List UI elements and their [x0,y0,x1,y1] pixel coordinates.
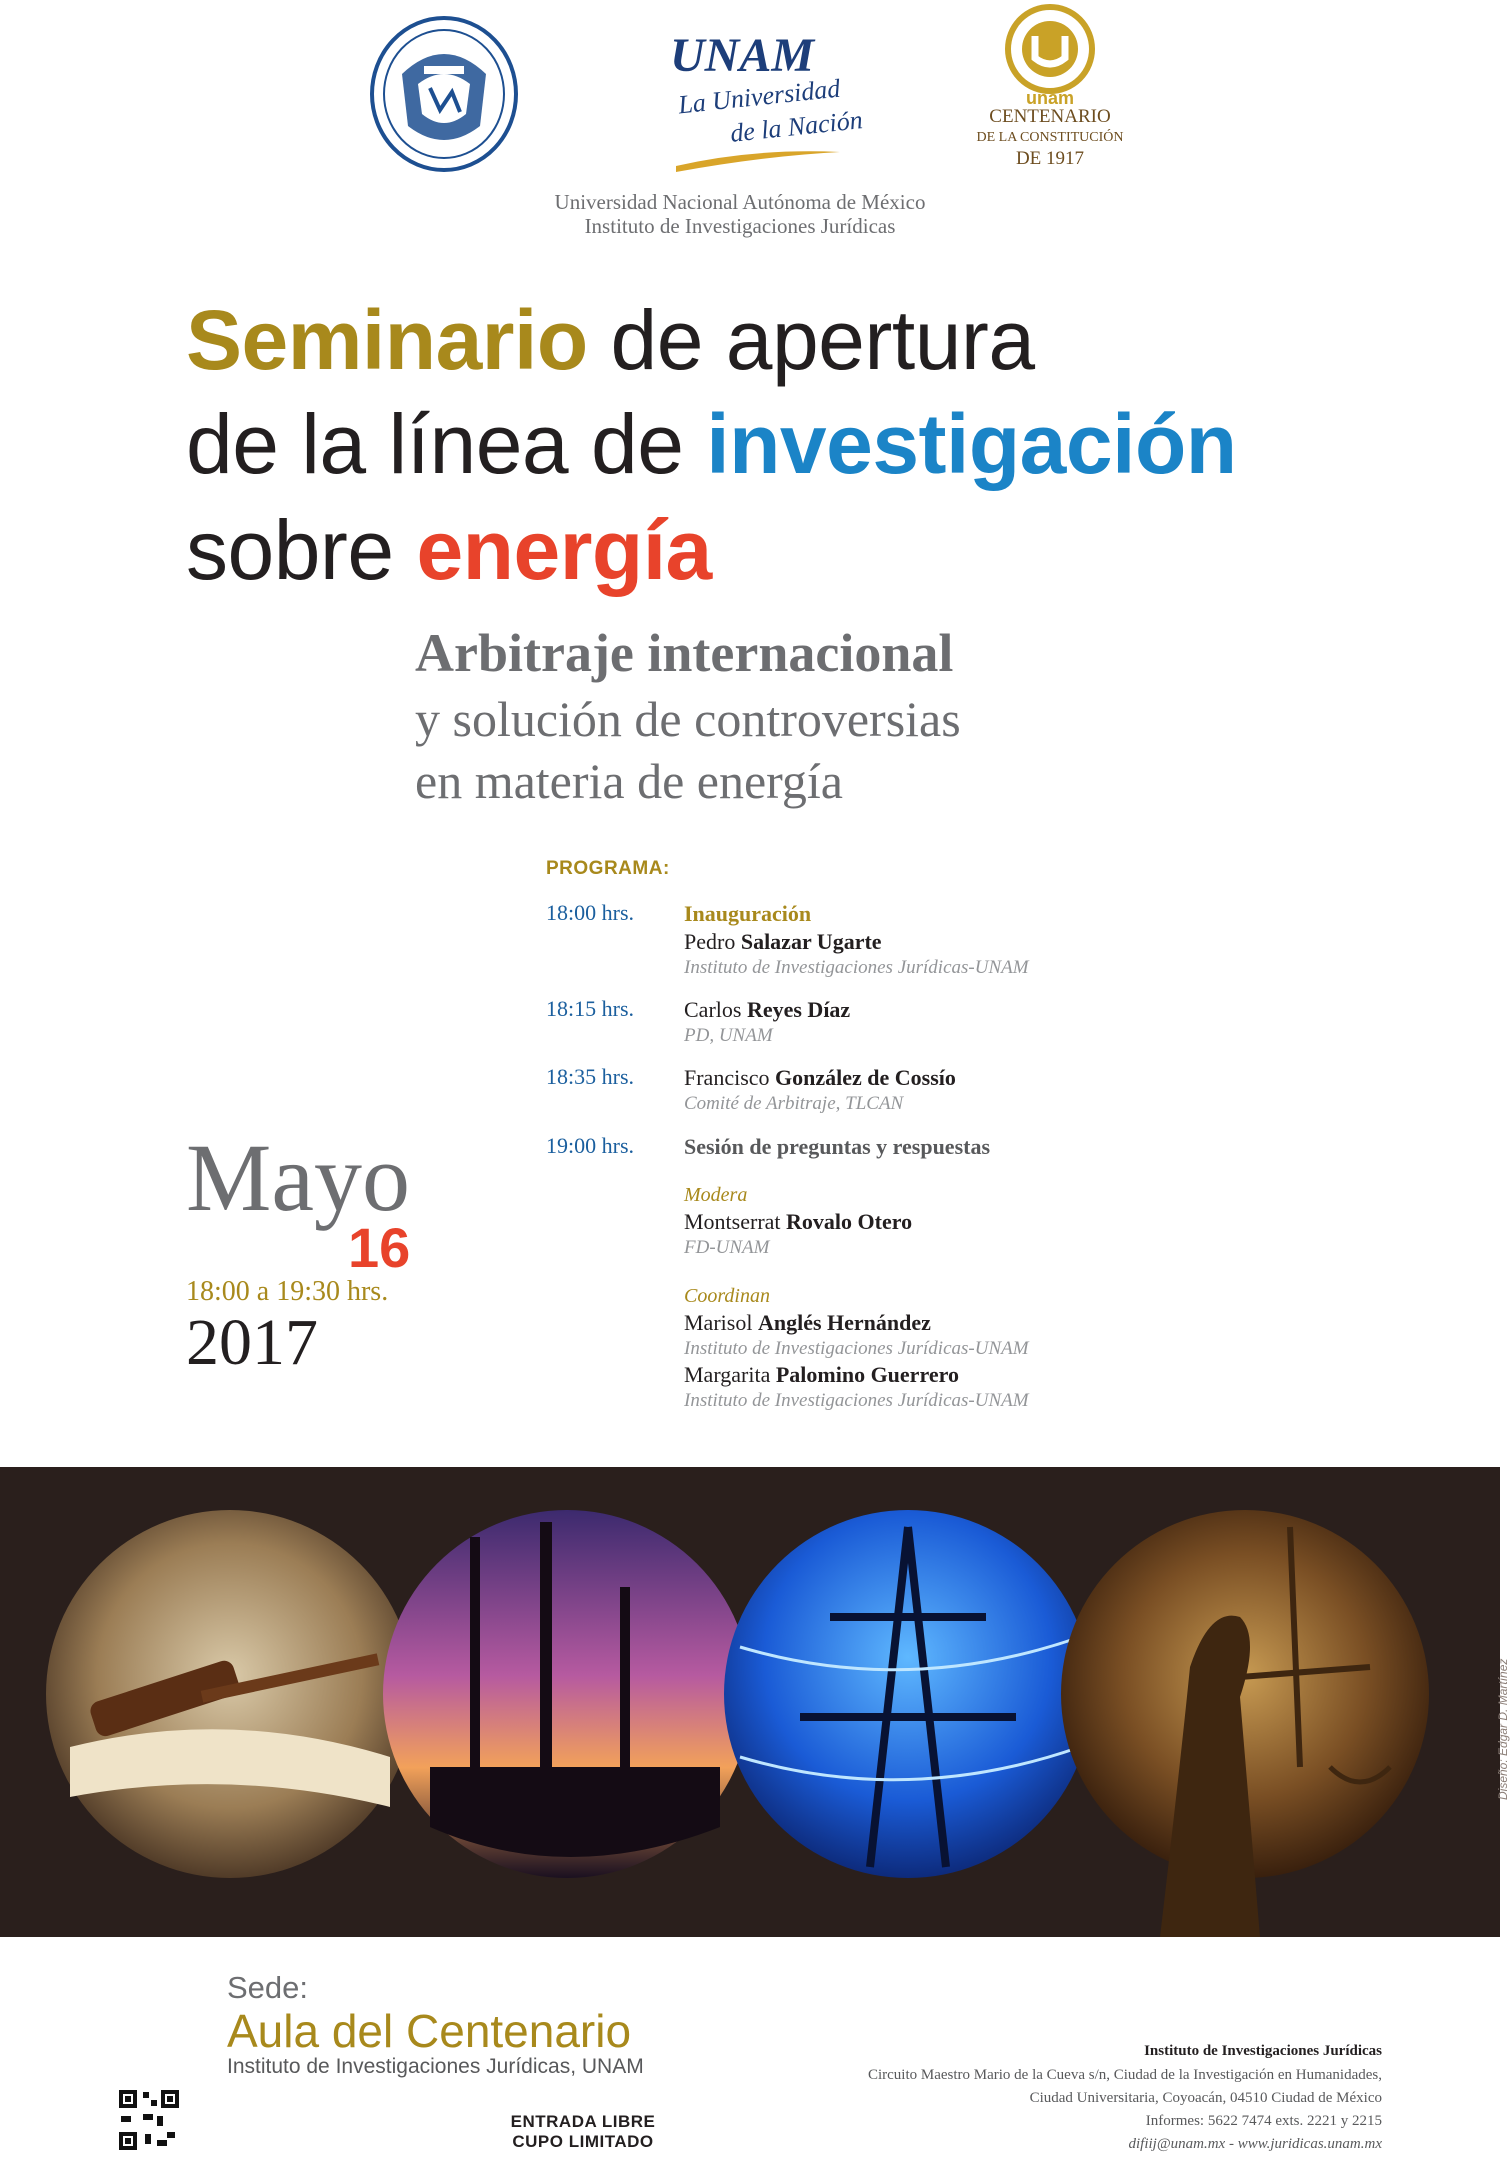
speaker-affiliation: PD, UNAM [684,1025,773,1046]
coordinator-first-name: Margarita [684,1362,776,1387]
subtitle-line-3: en materia de energía [415,753,844,809]
subtitle-line-2: y solución de controversias [415,691,961,747]
coordinator-affiliation: Instituto de Investigaciones Jurídicas-UNAM [684,1390,1029,1411]
title-energia: energía [416,503,712,597]
speaker-affiliation: Instituto de Investigaciones Jurídicas-UNAM [684,957,1029,978]
coordinator-first-name: Marisol [684,1310,758,1335]
speaker-first-name: Pedro [684,929,741,954]
speaker-last-name: González de Cossío [775,1065,956,1090]
address-org: Instituto de Investigaciones Jurídicas [1144,2043,1382,2059]
venue-name: Aula del Centenario [227,2005,632,2057]
title-sobre: sobre [186,503,417,597]
free-entry-text: ENTRADA LIBRE [510,2112,656,2131]
venue-label: Sede: [227,1970,309,2005]
speaker-affiliation: Comité de Arbitraje, TLCAN [684,1093,904,1114]
coordinator-last-name: Palomino Guerrero [775,1362,959,1387]
date-year: 2017 [186,1306,318,1379]
unam-wordmark-text: UNAM [670,29,815,82]
centenario-logo [965,0,1165,180]
unam-tagline-1: La Universidad [676,73,842,120]
moderator-affiliation: FD-UNAM [684,1237,770,1258]
gavel-book-photo [46,1510,414,1878]
program-time: 18:00 hrs. [546,900,634,925]
program-label: Sesión de preguntas y respuestas [684,1134,991,1159]
venue-institution: Instituto de Investigaciones Jurídicas, UNAM [227,2055,644,2078]
program-time: 18:35 hrs. [546,1064,634,1089]
speaker-last-name: Reyes Díaz [746,997,851,1022]
power-tower-photo [724,1510,1092,1878]
program-heading: PROGRAMA: [546,858,670,879]
speaker-first-name: Francisco [684,1065,776,1090]
date-day: 16 [348,1216,411,1279]
address-phone: Informes: 5622 7474 exts. 2221 y 2215 [1145,2113,1382,2129]
title-seminario: Seminario [186,293,588,387]
moderator-last-name: Rovalo Otero [786,1209,913,1234]
coordinators-role: Coordinan [684,1285,770,1307]
oil-rig-sunset-photo [383,1510,751,1878]
centenario-line-2: DE LA CONSTITUCIÓN [976,130,1124,145]
design-credit: Diseño: Edgar D. Martínez [1496,1658,1510,1800]
limited-capacity-text: CUPO LIMITADO [512,2132,654,2151]
centenario-line-3: DE 1917 [1015,148,1085,169]
justice-statue-photo [1061,1510,1429,1937]
subtitle-line-1: Arbitraje internacional [415,623,954,683]
address-line-1: Circuito Maestro Mario de la Cueva s/n, Ciudad de la Investigación en Humanidades, [867,2067,1382,2083]
qr-code-icon[interactable] [117,2088,181,2152]
unam-tagline-2: de la Nación [728,105,864,148]
institute-name: Instituto de Investigaciones Jurídicas [584,214,896,238]
moderator-first-name: Montserrat [684,1209,787,1234]
title-line-1 [186,293,1035,387]
date-hours: 18:00 a 19:30 hrs. [186,1276,389,1307]
unam-seal-logo [368,14,520,174]
title-linea: de la línea de [186,397,707,491]
moderator-role: Modera [684,1184,748,1206]
institution-name: Universidad Nacional Autónoma de México [554,190,926,214]
program-label: Inauguración [684,901,812,926]
centenario-line-1: CENTENARIO [989,106,1111,127]
date-month: Mayo [186,1124,410,1231]
coordinator-affiliation: Instituto de Investigaciones Jurídicas-UNAM [684,1338,1029,1359]
coordinator-last-name: Anglés Hernández [757,1310,931,1335]
program-time: 19:00 hrs. [546,1133,634,1158]
photo-band [0,1467,1500,1937]
program-time: 18:15 hrs. [546,996,634,1021]
gold-swoosh-icon [674,144,844,174]
speaker-last-name: Salazar Ugarte [740,929,882,954]
centenario-brand: unam [1025,88,1074,108]
address-contact: difiij@unam.mx - www.juridicas.unam.mx [1128,2136,1382,2152]
unam-wordmark-logo [660,28,864,178]
centenario-seal-icon [1005,4,1095,94]
title-line-2 [186,397,1237,491]
address-line-2: Ciudad Universitaria, Coyoacán, 04510 Ciudad de México [1029,2090,1382,2106]
title-line-3 [186,503,712,597]
title-investigacion: investigación [706,397,1237,491]
title-apertura: de apertura [587,293,1035,387]
speaker-first-name: Carlos [684,997,747,1022]
